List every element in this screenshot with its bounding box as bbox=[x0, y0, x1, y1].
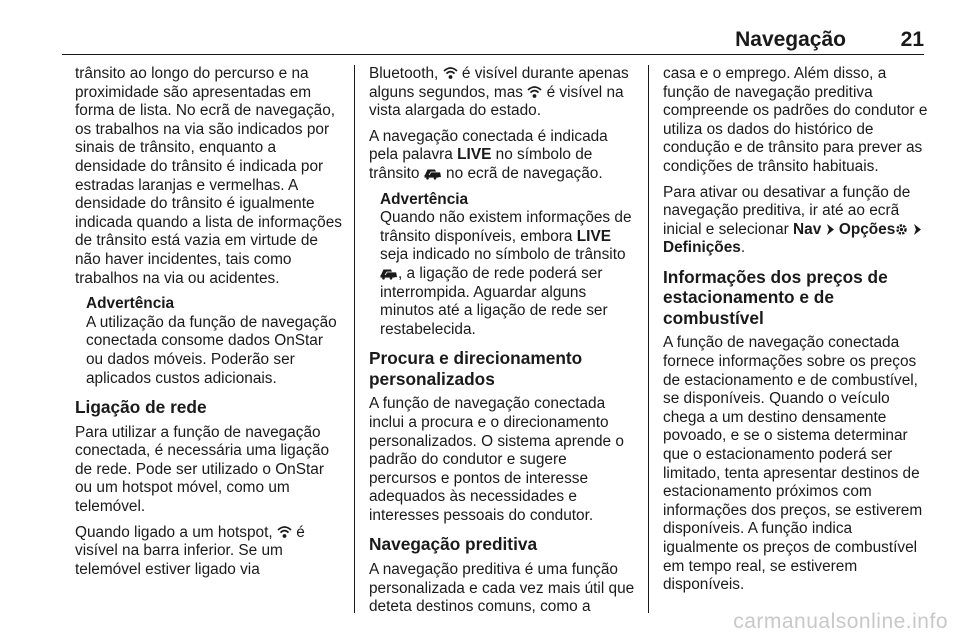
paragraph-predictive: A navegação preditiva é uma função personalizada e cada vez mais útil que deteta destinos comuns, como a bbox=[369, 560, 635, 616]
menu-path-opcoes: Opções bbox=[838, 220, 896, 238]
text-span: é visível na vista alargada do estado. bbox=[369, 83, 624, 120]
live-label: LIVE bbox=[576, 227, 611, 245]
text-span: seja indicado no símbolo de trânsito bbox=[380, 246, 626, 264]
header-rule bbox=[62, 54, 924, 55]
column-1 bbox=[75, 65, 343, 613]
text-span: Quando ligado a um hotspot, bbox=[75, 523, 273, 541]
heading-parking-fuel-prices: Informações dos preços de estacionamento e de combustível bbox=[663, 266, 888, 328]
paragraph-personalized-search: A função de navegação conectada inclui a procura e o direcionamento personalizados. O sistema aprende o padrão do condutor e sugere percursos e pontos de interesse adequados às necessidades e interesses pessoais do condutor. bbox=[369, 395, 624, 524]
paragraph-network: Para utilizar a função de navegação conectada, é necessária uma ligação de rede. Pode ser utilizado o OnStar ou um hotspot móvel, como um telemóvel. bbox=[75, 423, 330, 515]
text-span: Bluetooth, bbox=[369, 65, 439, 82]
live-label: LIVE bbox=[457, 146, 492, 164]
wifi-icon bbox=[527, 85, 542, 99]
text-span: é visível durante apenas alguns segundos, mas bbox=[369, 65, 629, 101]
text-span: Para ativar ou desativar a função de navegação preditiva, ir até ao ecrã inicial e selecionar bbox=[663, 183, 911, 238]
text-span: é visível na barra inferior. Se um telemóvel estiver ligado via bbox=[75, 523, 305, 578]
note-title: Advertência bbox=[380, 190, 469, 208]
menu-path-nav: Nav bbox=[793, 220, 822, 238]
menu-arrow-icon bbox=[826, 223, 835, 236]
text-span: A navegação conectada é indicada pela palavra bbox=[369, 127, 608, 164]
paragraph-prices: A função de navegação conectada fornece informações sobre os preços de estacionamento e de combustível, se disponíveis. Quando o veículo chega a um destino densamente povoado, e se o sistema determinar que o estacionamento poderá ser limitado, tenta apresentar destinos de estacionamento próximos com informações dos preços, se estiverem disponíveis. A função indica igualmente os preços de combustível em tempo real, se estiverem disponíveis. bbox=[663, 334, 923, 594]
paragraph-traffic-list: trânsito ao longo do percurso e na proximidade são apresentadas em forma de lista. No ecrã de navegação, os trabalhos na via são indicados por sinais de trânsito, enquanto a densidade do trânsito é indicada por estradas laranjas e vermelhas. A densidade do trânsito é igualmente indicada quando a lista de informações de trânsito está vazia em virtude de não haver incidentes, tais como trabalhos na via ou acidentes. bbox=[75, 65, 342, 287]
note-text: A utilização da função de navegação conectada consome dados OnStar ou dados móveis. Poderão ser aplicados custos adicionais. bbox=[86, 313, 337, 387]
heading-predictive-navigation: Navegação preditiva bbox=[369, 534, 538, 555]
menu-arrow-icon bbox=[913, 223, 922, 236]
paragraph-activate: Para ativar ou desativar a função de navegação preditiva, ir até ao ecrã inicial e selecionar Nav Opções Definições. bbox=[663, 184, 931, 258]
page-title: Navegação bbox=[735, 28, 846, 51]
paragraph-live bbox=[369, 128, 637, 184]
heading-network-connection: Ligação de rede bbox=[75, 397, 207, 418]
paragraph-hotspot bbox=[75, 524, 343, 580]
gear-icon bbox=[895, 223, 908, 236]
paragraph-bluetooth bbox=[369, 65, 637, 121]
page-header bbox=[62, 22, 924, 54]
text-span: , a ligação de rede poderá ser interrompida. Aguardar alguns minutos até a ligação de rede ser restabelecida. bbox=[380, 264, 608, 338]
text-span: Quando não existem informações de trânsito disponíveis, embora bbox=[380, 209, 632, 245]
column-2 bbox=[369, 65, 637, 616]
wifi-icon bbox=[277, 525, 292, 539]
note-no-traffic-info bbox=[380, 191, 637, 340]
column-divider-1 bbox=[354, 65, 355, 613]
menu-path-definicoes: Definições bbox=[663, 239, 741, 257]
column-3 bbox=[663, 65, 931, 613]
note-data-costs bbox=[86, 295, 343, 388]
heading-personalized-search: Procura e direcionamento personalizados bbox=[369, 348, 583, 389]
traffic-icon bbox=[380, 266, 398, 280]
note-title: Advertência bbox=[86, 295, 175, 313]
page-number: 21 bbox=[900, 28, 924, 51]
paragraph-predictive-cont: casa e o emprego. Além disso, a função de navegação preditiva compreende os padrões do condutor e utiliza os dados do histórico de condução e de trânsito para prever as condições de trânsito habituais. bbox=[663, 65, 928, 175]
column-divider-2 bbox=[648, 65, 649, 613]
watermark: carmanualsonline.info bbox=[733, 610, 948, 633]
text-span: no símbolo de trânsito bbox=[369, 146, 593, 182]
wifi-icon bbox=[443, 66, 458, 80]
text-span: no ecrã de navegação. bbox=[446, 164, 603, 182]
traffic-icon bbox=[424, 166, 442, 180]
